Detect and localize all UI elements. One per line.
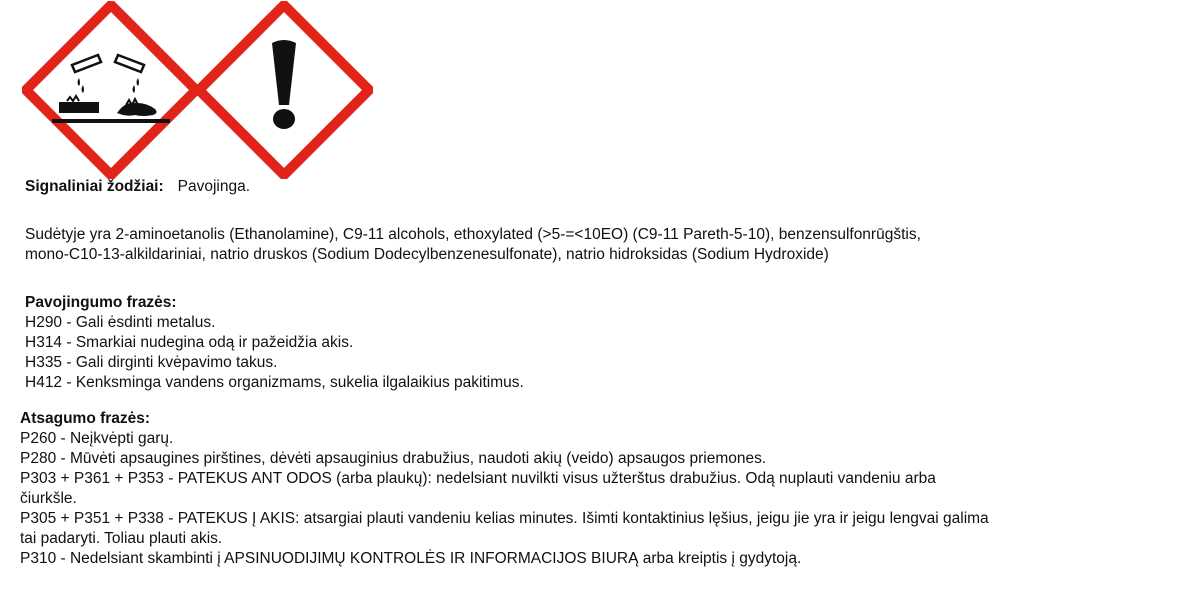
contains-line: mono-C10-13-alkildariniai, natrio druskos (Sodium Dodecylbenzenesulfonate), natrio hidroksidas (Sodium Hydroxide) xyxy=(25,246,829,263)
precaution-line: P260 - Neįkvėpti garų. xyxy=(20,430,174,447)
hazard-item: H335 - Gali dirginti kvėpavimo takus. xyxy=(25,354,278,371)
hazard-heading: Pavojingumo frazės: xyxy=(25,294,177,311)
precaution-line: čiurkšle. xyxy=(20,490,77,507)
precaution-line: P305 + P351 + P338 - PATEKUS Į AKIS: atsargiai plauti vandeniu kelias minutes. Išimti kontaktinius lęšius, jeigu jie yra ir jeigu lengvai galima xyxy=(20,510,989,527)
hazard-item: H412 - Kenksminga vandens organizmams, sukelia ilgalaikius pakitimus. xyxy=(25,374,524,391)
precaution-line: P280 - Mūvėti apsaugines pirštines, dėvėti apsauginius drabužius, naudoti akių (veido) apsaugos priemones. xyxy=(20,450,767,467)
precaution-line: P303 + P361 + P353 - PATEKUS ANT ODOS (arba plaukų): nedelsiant nuvilkti visus užterštus drabužius. Odą nuplauti vandeniu arba xyxy=(20,470,936,487)
hazard-statements xyxy=(25,293,1175,393)
precaution-line: tai padaryti. Toliau plauti akis. xyxy=(20,530,223,547)
corrosion-icon xyxy=(22,1,200,179)
hazard-item: H314 - Smarkiai nudegina odą ir pažeidžia akis. xyxy=(25,334,354,351)
contains-line: Sudėtyje yra 2-aminoetanolis (Ethanolamine), C9-11 alcohols, ethoxylated (>5-=<10EO) (C9-11 Pareth-5-10), benzensulfonrūgštis, xyxy=(25,226,921,243)
exclamation-mark-icon xyxy=(195,1,373,179)
signal-word-value: Pavojinga. xyxy=(177,178,251,195)
precaution-line: P310 - Nedelsiant skambinti į APSINUODIJIMŲ KONTROLĖS IR INFORMACIJOS BIURĄ arba kreiptis į gydytoją. xyxy=(20,550,802,567)
signal-word-label: Signaliniai žodžiai: xyxy=(25,178,164,195)
precautionary-statements xyxy=(20,409,1190,569)
contains-paragraph xyxy=(25,225,1185,265)
hazard-item: H290 - Gali ėsdinti metalus. xyxy=(25,314,216,331)
precaution-heading: Atsagumo frazės: xyxy=(20,410,151,427)
signal-word-row xyxy=(25,178,250,196)
ghs-pictograms xyxy=(22,0,382,178)
